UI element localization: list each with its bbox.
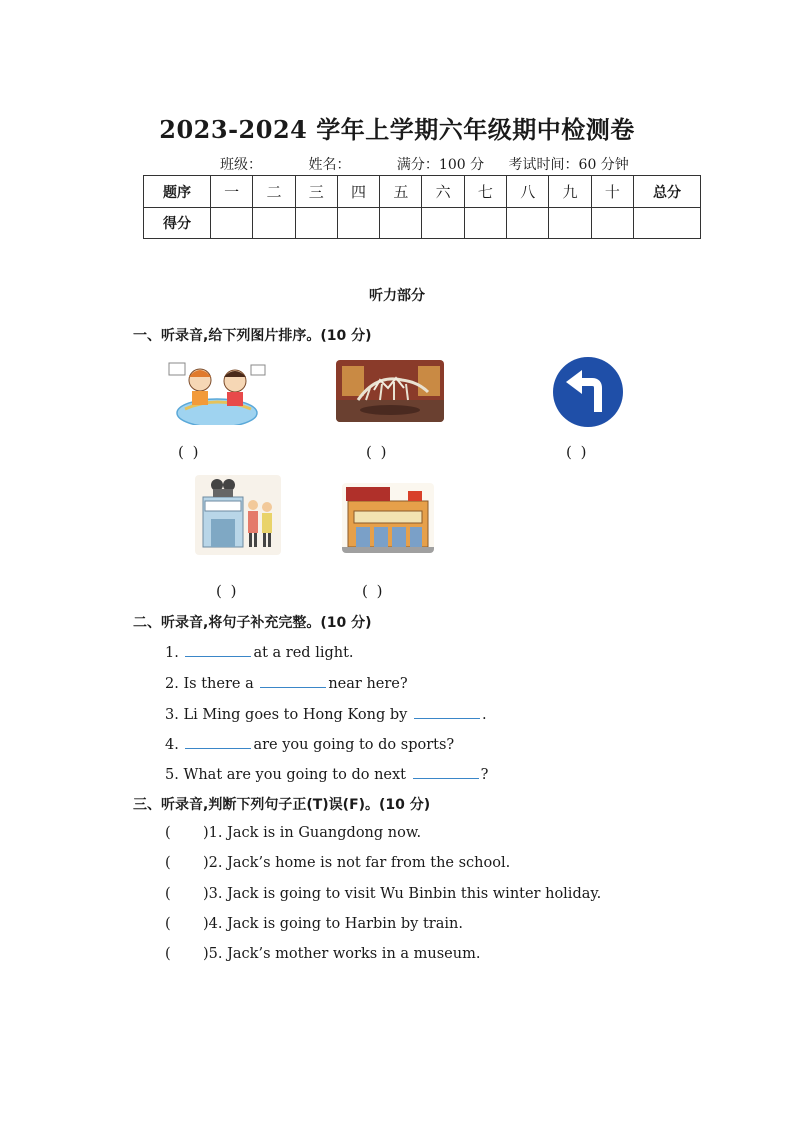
answer-paren-2[interactable]: ( ) <box>366 443 389 461</box>
sentence-pre: 1. <box>165 645 184 661</box>
tf-statement: )3. Jack is going to visit Wu Binbin this winter holiday. <box>203 886 602 902</box>
score-label: 得分 <box>144 208 211 239</box>
answer-blank[interactable] <box>260 673 326 688</box>
col-1: 一 <box>211 176 253 208</box>
section3-heading: 三、听录音,判断下列句子正(T)误(F)。(10 分) <box>133 797 431 813</box>
col-8: 八 <box>507 176 549 208</box>
sentence-pre: 4. <box>165 737 184 753</box>
sentence-pre: 5. What are you going to do next <box>165 767 411 783</box>
answer-paren-4[interactable]: ( ) <box>216 582 239 600</box>
col-4: 四 <box>337 176 379 208</box>
score-table-score-row <box>144 208 701 239</box>
col-3: 三 <box>295 176 337 208</box>
answer-paren-3[interactable]: ( ) <box>566 443 589 461</box>
tf-answer-paren[interactable]: ( <box>165 825 171 841</box>
tf-answer-paren[interactable]: ( <box>165 946 171 962</box>
tf-statement: )2. Jack’s home is not far from the school. <box>203 855 511 871</box>
tf-answer-paren[interactable]: ( <box>165 855 171 871</box>
answer-blank[interactable] <box>413 764 479 779</box>
score-cell[interactable] <box>337 208 379 239</box>
score-cell[interactable] <box>464 208 506 239</box>
score-cell[interactable] <box>380 208 422 239</box>
tf-answer-paren[interactable]: ( <box>165 916 171 932</box>
fill-sentence-4 <box>165 734 454 753</box>
fill-sentence-3 <box>165 704 487 723</box>
col-7: 七 <box>464 176 506 208</box>
score-cell[interactable] <box>211 208 253 239</box>
col-2: 二 <box>253 176 295 208</box>
fill-sentence-1 <box>165 642 354 661</box>
col-10: 十 <box>591 176 633 208</box>
answer-blank[interactable] <box>185 642 251 657</box>
score-cell[interactable] <box>295 208 337 239</box>
score-cell[interactable] <box>422 208 464 239</box>
score-table <box>143 175 701 239</box>
class-label: 班级： <box>220 157 262 173</box>
score-table-header-row <box>144 176 701 208</box>
tf-statement: )1. Jack is in Guangdong now. <box>203 825 422 841</box>
sentence-pre: 3. Li Ming goes to Hong Kong by <box>165 707 412 723</box>
section2-heading: 二、听录音,将句子补充完整。(10 分) <box>133 615 372 631</box>
cinema-image <box>195 475 281 555</box>
sentence-pre: 2. Is there a <box>165 676 259 692</box>
score-cell[interactable] <box>507 208 549 239</box>
answer-blank[interactable] <box>414 704 480 719</box>
col-6: 六 <box>422 176 464 208</box>
listening-section-title: 听力部分 <box>369 288 425 304</box>
answer-paren-5[interactable]: ( ) <box>362 582 385 600</box>
tf-item-2 <box>165 855 510 871</box>
tf-statement: )5. Jack’s mother works in a museum. <box>203 946 481 962</box>
children-on-globe-image <box>165 355 270 425</box>
tf-item-1 <box>165 825 421 841</box>
tf-statement: )4. Jack is going to Harbin by train. <box>203 916 463 932</box>
sentence-post: at a red light. <box>253 645 354 661</box>
fill-sentence-2 <box>165 673 408 692</box>
score-cell[interactable] <box>549 208 591 239</box>
question-order-label: 题序 <box>144 176 211 208</box>
exam-info-line <box>220 154 649 174</box>
sentence-post: . <box>481 707 487 723</box>
full-score: 满分：100 分 <box>396 157 485 173</box>
score-cell[interactable] <box>253 208 295 239</box>
tf-item-4 <box>165 916 463 932</box>
sentence-post: near here? <box>328 676 408 692</box>
turn-left-sign-image <box>552 356 624 428</box>
exam-title: 2023-2024 学年上学期六年级期中检测卷 <box>159 115 635 144</box>
sentence-post: are you going to do sports? <box>253 737 455 753</box>
name-label: 姓名： <box>308 157 351 173</box>
bookstore-image <box>342 483 434 553</box>
fill-sentence-5 <box>165 764 488 783</box>
sentence-post: ? <box>480 767 489 783</box>
answer-paren-1[interactable]: ( ) <box>178 443 201 461</box>
tf-answer-paren[interactable]: ( <box>165 886 171 902</box>
dinosaur-museum-image <box>336 360 444 422</box>
total-label: 总分 <box>634 176 701 208</box>
col-9: 九 <box>549 176 591 208</box>
score-cell[interactable] <box>591 208 633 239</box>
section1-heading: 一、听录音,给下列图片排序。(10 分) <box>133 328 372 344</box>
tf-item-3 <box>165 886 601 902</box>
col-5: 五 <box>380 176 422 208</box>
tf-item-5 <box>165 946 480 962</box>
total-score-cell[interactable] <box>634 208 701 239</box>
answer-blank[interactable] <box>185 734 251 749</box>
exam-time: 考试时间：60 分钟 <box>508 157 629 173</box>
